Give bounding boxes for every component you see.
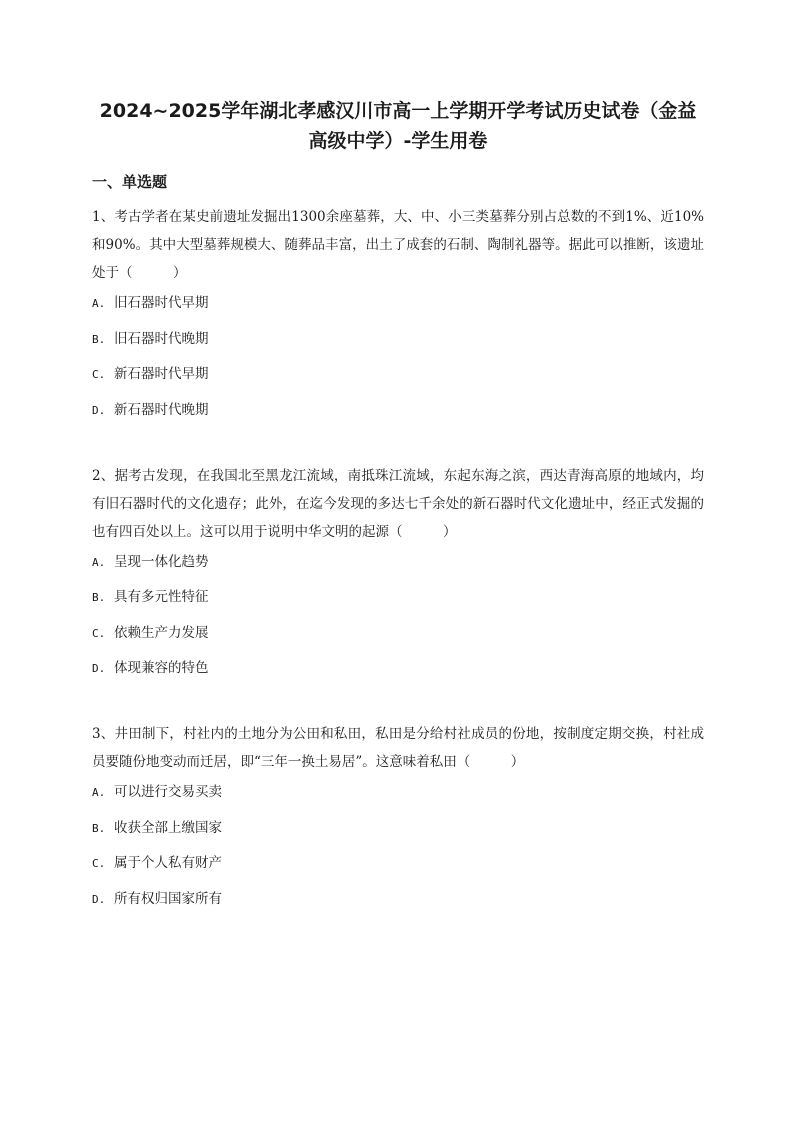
question-3: [92, 720, 704, 909]
option-letter: D.: [92, 662, 106, 675]
option-d: [92, 658, 704, 678]
option-list: [92, 293, 704, 420]
option-letter: A.: [92, 786, 106, 799]
option-c: [92, 623, 704, 643]
question-1: [92, 203, 704, 420]
option-letter: D.: [92, 403, 106, 417]
option-text: 旧石器时代晚期: [114, 330, 209, 347]
option-text: 体现兼容的特色: [114, 660, 209, 676]
question-text: 3、井田制下，村社内的土地分为公田和私田，私田是分给村社成员的份地，按制度定期交换，村社成员要随份地变动而迁居，即“三年一换土易居”。这意味着私田（ ）: [92, 726, 704, 770]
question-text: 1、考古学者在某史前遗址发掘出1300余座墓葬，大、中、小三类墓葬分别占总数的不到1%、近10%和90%。其中大型墓葬规模大、随葬品丰富，出土了成套的石制、陶制礼器等。据此可以推断，该遗址处于（ ）: [92, 209, 704, 281]
option-text: 呈现一体化趋势: [114, 553, 209, 570]
option-b: [92, 818, 704, 838]
option-text: 具有多元性特征: [114, 589, 209, 605]
option-d: [92, 889, 704, 909]
option-letter: B.: [92, 591, 106, 604]
question-text: 2、据考古发现，在我国北至黑龙江流域，南抵珠江流域，东起东海之滨，西达青海高原的地域内，均有旧石器时代的文化遗存；此外，在迄今发现的多达七千余处的新石器时代文化遗址中，经正式发掘的也有四百处以上。这可以用于说明中华文明的起源（ ）: [92, 467, 704, 540]
option-text: 可以进行交易买卖: [114, 784, 222, 800]
option-text: 所有权归国家所有: [114, 890, 222, 907]
option-text: 依赖生产力发展: [114, 624, 209, 641]
option-a: [92, 293, 704, 313]
option-text: 新石器时代早期: [114, 366, 209, 382]
option-c: [92, 853, 704, 873]
option-letter: D.: [92, 892, 106, 906]
option-b: [92, 587, 704, 607]
option-d: [92, 400, 704, 420]
option-letter: A.: [92, 297, 106, 310]
option-a: [92, 552, 704, 572]
option-text: 新石器时代晚期: [114, 401, 209, 418]
option-list: [92, 782, 704, 909]
option-letter: C.: [92, 857, 106, 870]
option-letter: C.: [92, 368, 106, 381]
option-list: [92, 552, 704, 679]
option-letter: A.: [92, 555, 106, 569]
option-letter: B.: [92, 332, 106, 346]
option-letter: C.: [92, 626, 106, 640]
question-2: [92, 462, 704, 679]
section-heading: 一、单选题: [92, 173, 168, 191]
option-text: 旧石器时代早期: [114, 295, 209, 311]
option-b: [92, 329, 704, 349]
option-letter: B.: [92, 821, 106, 835]
option-c: [92, 364, 704, 384]
option-a: [92, 782, 704, 802]
page-title: 2024~2025学年湖北孝感汉川市高一上学期开学考试历史试卷（金益高级中学）-学生用卷: [99, 100, 697, 152]
option-text: 收获全部上缴国家: [114, 819, 222, 836]
option-text: 属于个人私有财产: [114, 855, 222, 871]
